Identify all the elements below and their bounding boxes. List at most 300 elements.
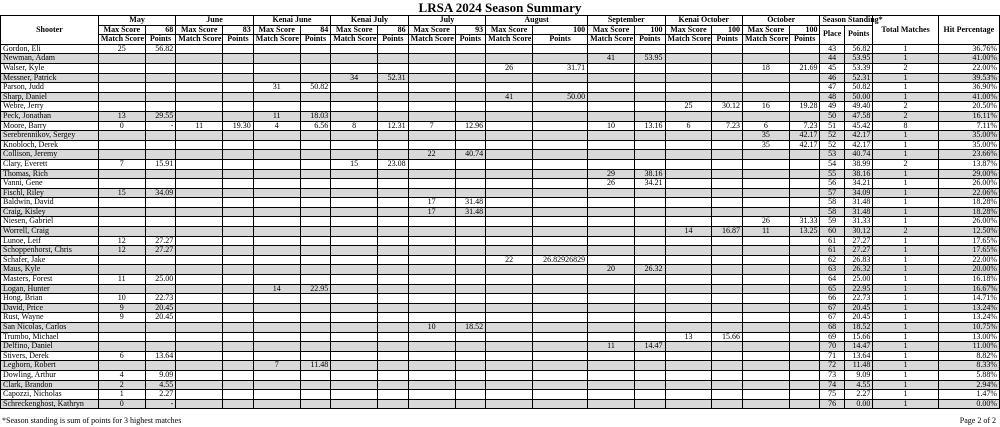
points-cell (789, 370, 820, 380)
shooter-name: Schreckenghost, Kathryn (1, 399, 99, 409)
points-cell (712, 351, 743, 361)
points-cell (533, 207, 588, 217)
shooter-name: Trumbo, Michael (1, 332, 99, 342)
match-score-cell (588, 140, 635, 150)
points-cell (712, 246, 743, 256)
match-score-cell (176, 188, 223, 198)
points-cell (145, 198, 176, 208)
points-cell (145, 169, 176, 179)
hit-percentage-cell: 20.50% (938, 102, 999, 112)
match-score-cell (98, 83, 145, 93)
points-cell (455, 236, 486, 246)
match-score-header: Match Score (176, 35, 223, 45)
match-score-cell: 2 (98, 380, 145, 390)
points-cell (378, 83, 409, 93)
match-score-cell (253, 92, 300, 102)
total-matches-cell: 1 (873, 342, 938, 352)
points-cell: 15.66 (712, 332, 743, 342)
match-score-cell (176, 342, 223, 352)
points-cell (533, 323, 588, 333)
points-cell (712, 255, 743, 265)
match-score-cell (588, 159, 635, 169)
points-cell: 50.82 (300, 83, 331, 93)
match-score-cell (588, 198, 635, 208)
points-cell (533, 73, 588, 83)
match-score-cell (331, 150, 378, 160)
month-header: May (98, 16, 175, 26)
hit-percentage-cell: 16.11% (938, 111, 999, 121)
match-score-cell (331, 188, 378, 198)
match-score-cell (665, 169, 712, 179)
points-cell (223, 275, 254, 285)
match-score-cell: 6 (665, 121, 712, 131)
footnote: *Season standing is sum of points for 3 highest matches (2, 416, 182, 425)
points-cell (378, 303, 409, 313)
table-row (1, 121, 1000, 131)
match-score-cell (486, 342, 533, 352)
hit-percentage-cell: 8.33% (938, 361, 999, 371)
points-cell (223, 150, 254, 160)
max-score-value: 100 (533, 25, 588, 35)
table-row (1, 150, 1000, 160)
match-score-cell (176, 207, 223, 217)
points-cell (533, 131, 588, 141)
match-score-cell (742, 323, 789, 333)
match-score-cell (486, 390, 533, 400)
points-cell (378, 179, 409, 189)
points-cell (634, 399, 665, 409)
points-cell (712, 323, 743, 333)
points-cell (712, 188, 743, 198)
match-score-cell (486, 313, 533, 323)
match-score-cell: 0 (98, 399, 145, 409)
match-score-cell (665, 83, 712, 93)
points-header: Points (300, 35, 331, 45)
hit-percentage-cell: 16.67% (938, 284, 999, 294)
points-cell (533, 275, 588, 285)
points-cell (145, 207, 176, 217)
hit-percentage-cell: 22.00% (938, 63, 999, 73)
match-score-cell (486, 198, 533, 208)
max-score-value: 86 (378, 25, 409, 35)
match-score-cell (331, 284, 378, 294)
match-score-cell (331, 217, 378, 227)
match-score-cell (253, 380, 300, 390)
hit-percentage-cell: 26.00% (938, 179, 999, 189)
match-score-cell: 17 (408, 198, 455, 208)
total-matches-cell: 8 (873, 121, 938, 131)
place-cell: 43 (820, 44, 844, 54)
match-score-cell (253, 275, 300, 285)
match-score-cell (588, 217, 635, 227)
match-score-cell (588, 63, 635, 73)
place-cell: 62 (820, 255, 844, 265)
points-cell (223, 92, 254, 102)
points-cell (300, 44, 331, 54)
shooter-name: Craig, Kisley (1, 207, 99, 217)
match-score-header: Match Score (98, 35, 145, 45)
points-cell (455, 83, 486, 93)
points-cell (455, 63, 486, 73)
place-cell: 45 (820, 63, 844, 73)
hit-percentage-cell: 11.00% (938, 342, 999, 352)
shooter-name: Schoppenhorst, Chris (1, 246, 99, 256)
match-score-header: Match Score (588, 35, 635, 45)
points-cell (223, 255, 254, 265)
standing-points-cell: 50.00 (844, 92, 873, 102)
place-cell: 46 (820, 73, 844, 83)
points-cell (533, 179, 588, 189)
match-score-cell: 7 (408, 121, 455, 131)
match-score-cell (176, 73, 223, 83)
match-score-cell: 9 (98, 313, 145, 323)
points-cell: 21.69 (789, 63, 820, 73)
place-cell: 67 (820, 303, 844, 313)
points-cell: 20.45 (145, 303, 176, 313)
table-row (1, 159, 1000, 169)
points-cell (533, 342, 588, 352)
shooter-name: Rust, Wayne (1, 313, 99, 323)
hit-percentage-cell: 13.00% (938, 332, 999, 342)
place-cell: 59 (820, 217, 844, 227)
match-score-cell (98, 140, 145, 150)
points-cell (455, 44, 486, 54)
match-score-cell (253, 131, 300, 141)
points-header: Points (145, 35, 176, 45)
match-score-cell (408, 44, 455, 54)
table-header (1, 16, 1000, 45)
points-cell (533, 111, 588, 121)
standing-points-cell: 56.82 (844, 44, 873, 54)
total-matches-cell: 1 (873, 284, 938, 294)
shooter-name: Newman, Adam (1, 54, 99, 64)
hit-percentage-cell: 0.00% (938, 399, 999, 409)
points-cell (145, 255, 176, 265)
match-score-cell (331, 63, 378, 73)
match-score-cell (486, 150, 533, 160)
points-cell: 14.47 (634, 342, 665, 352)
match-score-cell: 34 (331, 73, 378, 83)
hit-percentage-cell: 12.50% (938, 227, 999, 237)
match-score-cell: 26 (486, 63, 533, 73)
table-row (1, 44, 1000, 54)
shooter-name: Fischl, Riley (1, 188, 99, 198)
match-score-cell (408, 227, 455, 237)
points-cell (300, 54, 331, 64)
points-cell (455, 179, 486, 189)
table-row (1, 207, 1000, 217)
points-cell (712, 236, 743, 246)
shooter-name: Parson, Judd (1, 83, 99, 93)
hit-percentage-cell: 41.00% (938, 92, 999, 102)
match-score-cell (486, 140, 533, 150)
total-matches-cell: 1 (873, 323, 938, 333)
match-score-cell (253, 390, 300, 400)
points-cell (145, 73, 176, 83)
points-cell (712, 63, 743, 73)
hit-percentage-cell: 16.18% (938, 275, 999, 285)
match-score-cell (98, 323, 145, 333)
match-score-cell: 4 (253, 121, 300, 131)
max-score-label: Max Score (665, 25, 712, 35)
total-matches-cell: 1 (873, 140, 938, 150)
points-cell (223, 390, 254, 400)
place-cell: 56 (820, 179, 844, 189)
standing-points-cell: 15.66 (844, 332, 873, 342)
match-score-cell (176, 275, 223, 285)
match-score-cell (742, 111, 789, 121)
points-cell (300, 159, 331, 169)
match-score-cell (486, 236, 533, 246)
match-score-cell (98, 342, 145, 352)
place-cell: 57 (820, 188, 844, 198)
points-cell (455, 169, 486, 179)
match-score-cell (176, 323, 223, 333)
points-cell (300, 275, 331, 285)
total-matches-cell: 1 (873, 92, 938, 102)
points-cell (223, 399, 254, 409)
points-cell (789, 351, 820, 361)
points-cell (300, 323, 331, 333)
match-score-cell (176, 131, 223, 141)
match-score-cell: 41 (486, 92, 533, 102)
match-score-cell: 11 (253, 111, 300, 121)
match-score-cell: 15 (331, 159, 378, 169)
points-cell (634, 275, 665, 285)
points-cell (145, 92, 176, 102)
shooter-name: Maus, Kyle (1, 265, 99, 275)
match-score-cell (253, 303, 300, 313)
shooter-name: Logan, Hunter (1, 284, 99, 294)
match-score-cell (98, 179, 145, 189)
match-score-cell: 25 (98, 44, 145, 54)
points-cell (223, 207, 254, 217)
points-cell: 29.55 (145, 111, 176, 121)
match-score-cell (665, 390, 712, 400)
standing-points-cell: 26.83 (844, 255, 873, 265)
points-cell (634, 150, 665, 160)
shooter-name: Vanni, Gene (1, 179, 99, 189)
standing-points-cell: 25.00 (844, 275, 873, 285)
table-row (1, 361, 1000, 371)
match-score-cell (408, 179, 455, 189)
place-cell: 48 (820, 92, 844, 102)
hit-percentage-cell: 14.71% (938, 294, 999, 304)
shooter-name: Webre, Jerry (1, 102, 99, 112)
points-cell (634, 188, 665, 198)
match-score-cell (665, 63, 712, 73)
month-header: June (176, 16, 253, 26)
match-score-cell (742, 361, 789, 371)
match-score-cell (331, 198, 378, 208)
points-cell (145, 332, 176, 342)
points-cell (533, 351, 588, 361)
match-score-cell: 14 (665, 227, 712, 237)
shooter-name: Capozzi, Nicholas (1, 390, 99, 400)
hit-percentage-cell: 23.66% (938, 150, 999, 160)
match-score-cell (331, 255, 378, 265)
points-cell: 31.48 (455, 198, 486, 208)
points-cell (712, 83, 743, 93)
points-cell (634, 313, 665, 323)
match-score-cell (742, 284, 789, 294)
month-header: August (486, 16, 588, 26)
standing-points-cell: 22.73 (844, 294, 873, 304)
points-cell (378, 102, 409, 112)
points-cell (378, 227, 409, 237)
match-score-cell (665, 111, 712, 121)
match-score-cell (665, 342, 712, 352)
match-score-cell (331, 246, 378, 256)
standing-points-cell: 42.17 (844, 140, 873, 150)
points-cell (712, 342, 743, 352)
hit-percentage-cell: 18.28% (938, 198, 999, 208)
match-score-cell: 4 (98, 370, 145, 380)
table-row (1, 255, 1000, 265)
points-cell (455, 227, 486, 237)
points-cell (634, 227, 665, 237)
match-score-cell: 31 (253, 83, 300, 93)
table-row (1, 265, 1000, 275)
table-row (1, 323, 1000, 333)
points-cell (378, 140, 409, 150)
points-cell (789, 284, 820, 294)
match-score-cell (176, 294, 223, 304)
match-score-cell (408, 294, 455, 304)
total-matches-cell: 2 (873, 63, 938, 73)
match-score-cell (331, 169, 378, 179)
match-score-cell (253, 370, 300, 380)
match-score-cell (253, 63, 300, 73)
match-score-cell (588, 380, 635, 390)
points-cell: - (145, 121, 176, 131)
points-cell (634, 63, 665, 73)
standing-points-cell: 45.42 (844, 121, 873, 131)
match-score-cell (408, 159, 455, 169)
table-row (1, 131, 1000, 141)
total-matches-cell: 1 (873, 332, 938, 342)
points-cell: 20.45 (145, 313, 176, 323)
table-row (1, 284, 1000, 294)
points-cell (789, 313, 820, 323)
match-score-cell (176, 380, 223, 390)
match-score-cell (588, 313, 635, 323)
table-row (1, 303, 1000, 313)
shooter-name: Lunoe, Leif (1, 236, 99, 246)
match-score-cell (176, 227, 223, 237)
points-cell (533, 399, 588, 409)
hit-percentage-header: Hit Percentage (938, 16, 999, 45)
standing-points-cell: 2.27 (844, 390, 873, 400)
points-cell (634, 361, 665, 371)
points-cell (712, 131, 743, 141)
hit-percentage-cell: 22.00% (938, 255, 999, 265)
match-score-header: Match Score (486, 35, 533, 45)
points-cell (712, 198, 743, 208)
match-score-cell (665, 380, 712, 390)
shooter-name: Schafer, Jake (1, 255, 99, 265)
match-score-cell: 29 (588, 169, 635, 179)
total-matches-cell: 1 (873, 207, 938, 217)
points-cell (455, 294, 486, 304)
match-score-cell (331, 207, 378, 217)
points-cell: 56.82 (145, 44, 176, 54)
match-score-cell: 20 (588, 265, 635, 275)
match-score-cell (98, 169, 145, 179)
match-score-cell (588, 131, 635, 141)
points-cell (223, 246, 254, 256)
match-score-cell: 6 (98, 351, 145, 361)
points-cell (455, 217, 486, 227)
match-score-cell (408, 83, 455, 93)
points-cell (712, 275, 743, 285)
points-cell (712, 44, 743, 54)
match-score-cell (253, 294, 300, 304)
points-cell (378, 265, 409, 275)
match-score-cell (176, 303, 223, 313)
match-score-cell (742, 265, 789, 275)
standing-points-cell: 26.32 (844, 265, 873, 275)
points-cell (300, 236, 331, 246)
points-cell (223, 217, 254, 227)
hit-percentage-cell: 41.00% (938, 54, 999, 64)
match-score-cell (253, 150, 300, 160)
match-score-cell (253, 332, 300, 342)
points-cell (455, 246, 486, 256)
match-score-cell (253, 44, 300, 54)
points-cell (223, 159, 254, 169)
points-cell (712, 370, 743, 380)
month-header: Kenai June (253, 16, 330, 26)
match-score-cell (486, 73, 533, 83)
match-score-cell: 35 (742, 131, 789, 141)
points-cell (145, 83, 176, 93)
place-cell: 44 (820, 54, 844, 64)
points-header: Points (455, 35, 486, 45)
match-score-cell (331, 332, 378, 342)
points-cell (533, 140, 588, 150)
hit-percentage-cell: 22.06% (938, 188, 999, 198)
match-score-cell (253, 140, 300, 150)
points-cell (300, 265, 331, 275)
match-score-cell (486, 332, 533, 342)
match-score-cell (665, 265, 712, 275)
total-matches-cell: 1 (873, 370, 938, 380)
match-score-cell (665, 275, 712, 285)
standing-points-cell: 14.47 (844, 342, 873, 352)
points-cell (634, 131, 665, 141)
standing-points-cell: 11.48 (844, 361, 873, 371)
match-score-cell (742, 83, 789, 93)
points-cell (789, 159, 820, 169)
match-score-cell (665, 284, 712, 294)
match-score-cell (742, 255, 789, 265)
points-cell (223, 63, 254, 73)
match-score-cell (98, 131, 145, 141)
table-row (1, 54, 1000, 64)
table-row (1, 342, 1000, 352)
standing-points-cell: 34.09 (844, 188, 873, 198)
points-cell (455, 255, 486, 265)
points-cell (223, 284, 254, 294)
max-score-value: 83 (223, 25, 254, 35)
shooter-name: Hong, Brian (1, 294, 99, 304)
total-matches-cell: 1 (873, 217, 938, 227)
match-score-cell (176, 370, 223, 380)
match-score-cell (98, 54, 145, 64)
match-score-cell (331, 131, 378, 141)
match-score-cell (742, 169, 789, 179)
